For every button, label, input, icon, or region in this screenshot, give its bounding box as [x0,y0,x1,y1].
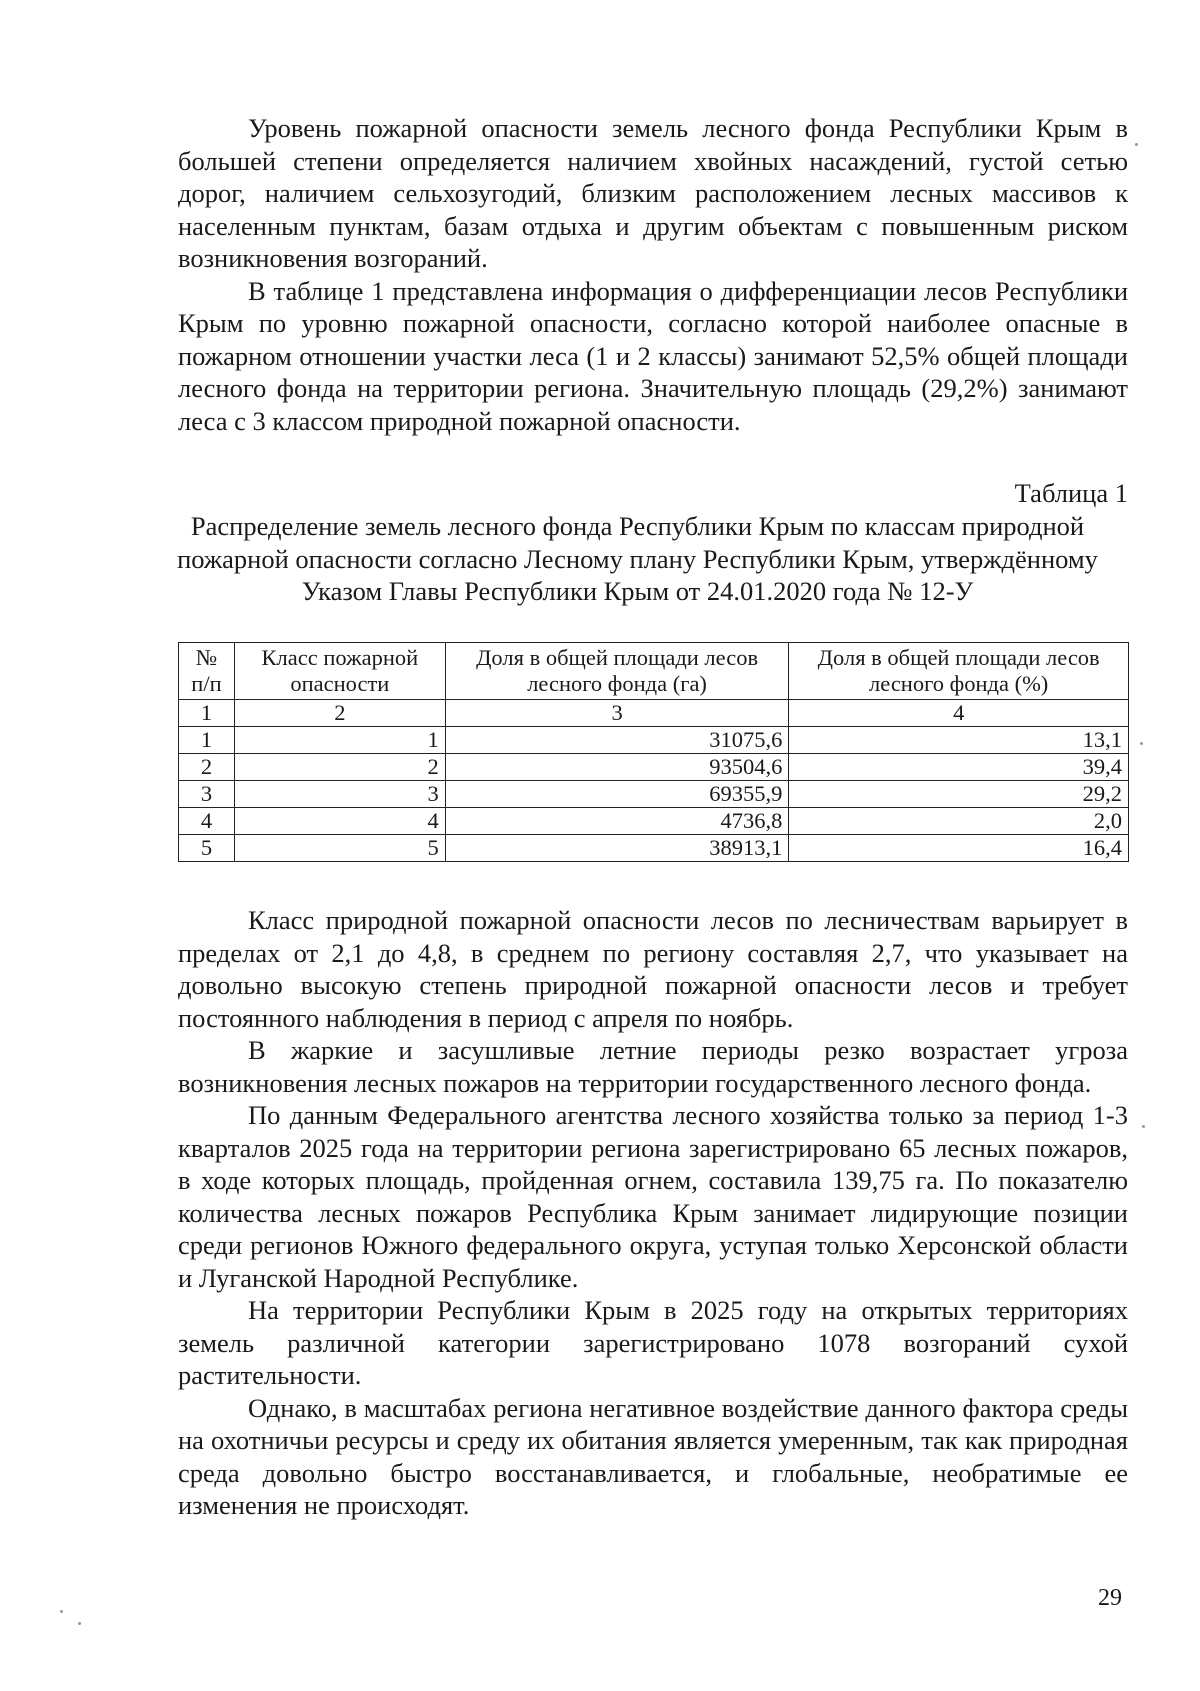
table-cell: 29,2 [789,781,1129,808]
table-cell: 5 [179,835,235,862]
table-cell: 16,4 [789,835,1129,862]
table-cell: 38913,1 [445,835,789,862]
table-header-cell: Доля в общей площади лесов лесного фонда (га) [445,643,789,700]
paragraph: На территории Республики Крым в 2025 году на открытых территориях земель различной категории зарегистрировано 1078 возгораний сухой растительности. [178,1295,1128,1390]
body-text [178,904,1128,1522]
table-cell: 4736,8 [445,808,789,835]
table-header-row [179,643,1129,700]
scan-speck [1140,742,1143,745]
table-cell: 5 [234,835,445,862]
table-cell: 3 [179,781,235,808]
table-cell: 13,1 [789,727,1129,754]
table-cell: 2,0 [789,808,1129,835]
paragraph: Уровень пожарной опасности земель лесного фонда Республики Крым в большей степени определяется наличием хвойных насаждений, густой сетью дорог, наличием сельхозугодий, близким расположением лесных массивов к населенным пунктам, базам отдыха и другим объектам с повышенным риском возникновения возгораний. [178,113,1128,273]
scan-speck [1135,143,1138,146]
column-number-cell: 2 [234,700,445,727]
table-cell: 1 [234,727,445,754]
table-cell: 31075,6 [445,727,789,754]
scan-speck [1142,1125,1145,1128]
table-caption: Распределение земель лесного фонда Республики Крым по классам природной пожарной опасности согласно Лесному плану Республики Крым, утверждённому Указом Главы Республики Крым от 24.01.2020 года № 12-У [177,511,1098,606]
table-row [179,727,1129,754]
table-cell: 4 [234,808,445,835]
table-cell: 3 [234,781,445,808]
table-cell: 69355,9 [445,781,789,808]
table-label: Таблица 1 [1014,478,1128,508]
scan-speck [60,1610,63,1613]
table-cell: 39,4 [789,754,1129,781]
table-cell: 93504,6 [445,754,789,781]
table-row [179,835,1129,862]
table-cell: 2 [234,754,445,781]
paragraph: По данным Федерального агентства лесного хозяйства только за период 1-3 кварталов 2025 года на территории региона зарегистрировано 65 лесных пожаров, в ходе которых площадь, пройденная огнем, составила 139,75 га. По показателю количества лесных пожаров Республика Крым занимает лидирующие позиции среди регионов Южного федерального округа, уступая только Херсонской области и Луганской Народной Республике. [178,1100,1128,1293]
table-row [179,781,1129,808]
table-cell: 1 [179,727,235,754]
paragraph: В жаркие и засушливые летние периоды резко возрастает угроза возникновения лесных пожаров на территории государственного лесного фонда. [178,1035,1128,1098]
paragraph: Однако, в масштабах региона негативное воздействие данного фактора среды на охотничьи ресурсы и среду их обитания является умеренным, так как природная среда довольно быстро восстанавливается, и глобальные, необратимые ее изменения не происходят. [178,1392,1128,1520]
paragraph: Класс природной пожарной опасности лесов по лесничествам варьирует в пределах от 2,1 до 4,8, в среднем по региону составляя 2,7, что указывает на довольно высокую степень природной пожарной опасности лесов и требует постоянного наблюдения в период с апреля по ноябрь. [178,905,1128,1033]
table-header-cell: Класс пожарной опасности [234,643,445,700]
table-cell: 2 [179,754,235,781]
column-number-cell: 4 [789,700,1129,727]
table-header-cell: Доля в общей площади лесов лесного фонда (%) [789,643,1129,700]
page-number: 29 [1098,1585,1122,1611]
scan-speck [78,1622,81,1625]
column-number-row [179,700,1129,727]
table-row [179,808,1129,835]
fire-danger-table [178,642,1129,862]
table-row [179,754,1129,781]
column-number-cell: 1 [179,700,235,727]
table-cell: 4 [179,808,235,835]
paragraph: В таблице 1 представлена информация о дифференциации лесов Республики Крым по уровню пожарной опасности, согласно которой наиболее опасные в пожарном отношении участки леса (1 и 2 классы) занимают 52,5% общей площади лесного фонда на территории региона. Значительную площадь (29,2%) занимают леса с 3 классом природной пожарной опасности. [178,275,1128,436]
table-header-cell: № п/п [179,643,235,700]
intro-text [178,112,1128,437]
column-number-cell: 3 [445,700,789,727]
